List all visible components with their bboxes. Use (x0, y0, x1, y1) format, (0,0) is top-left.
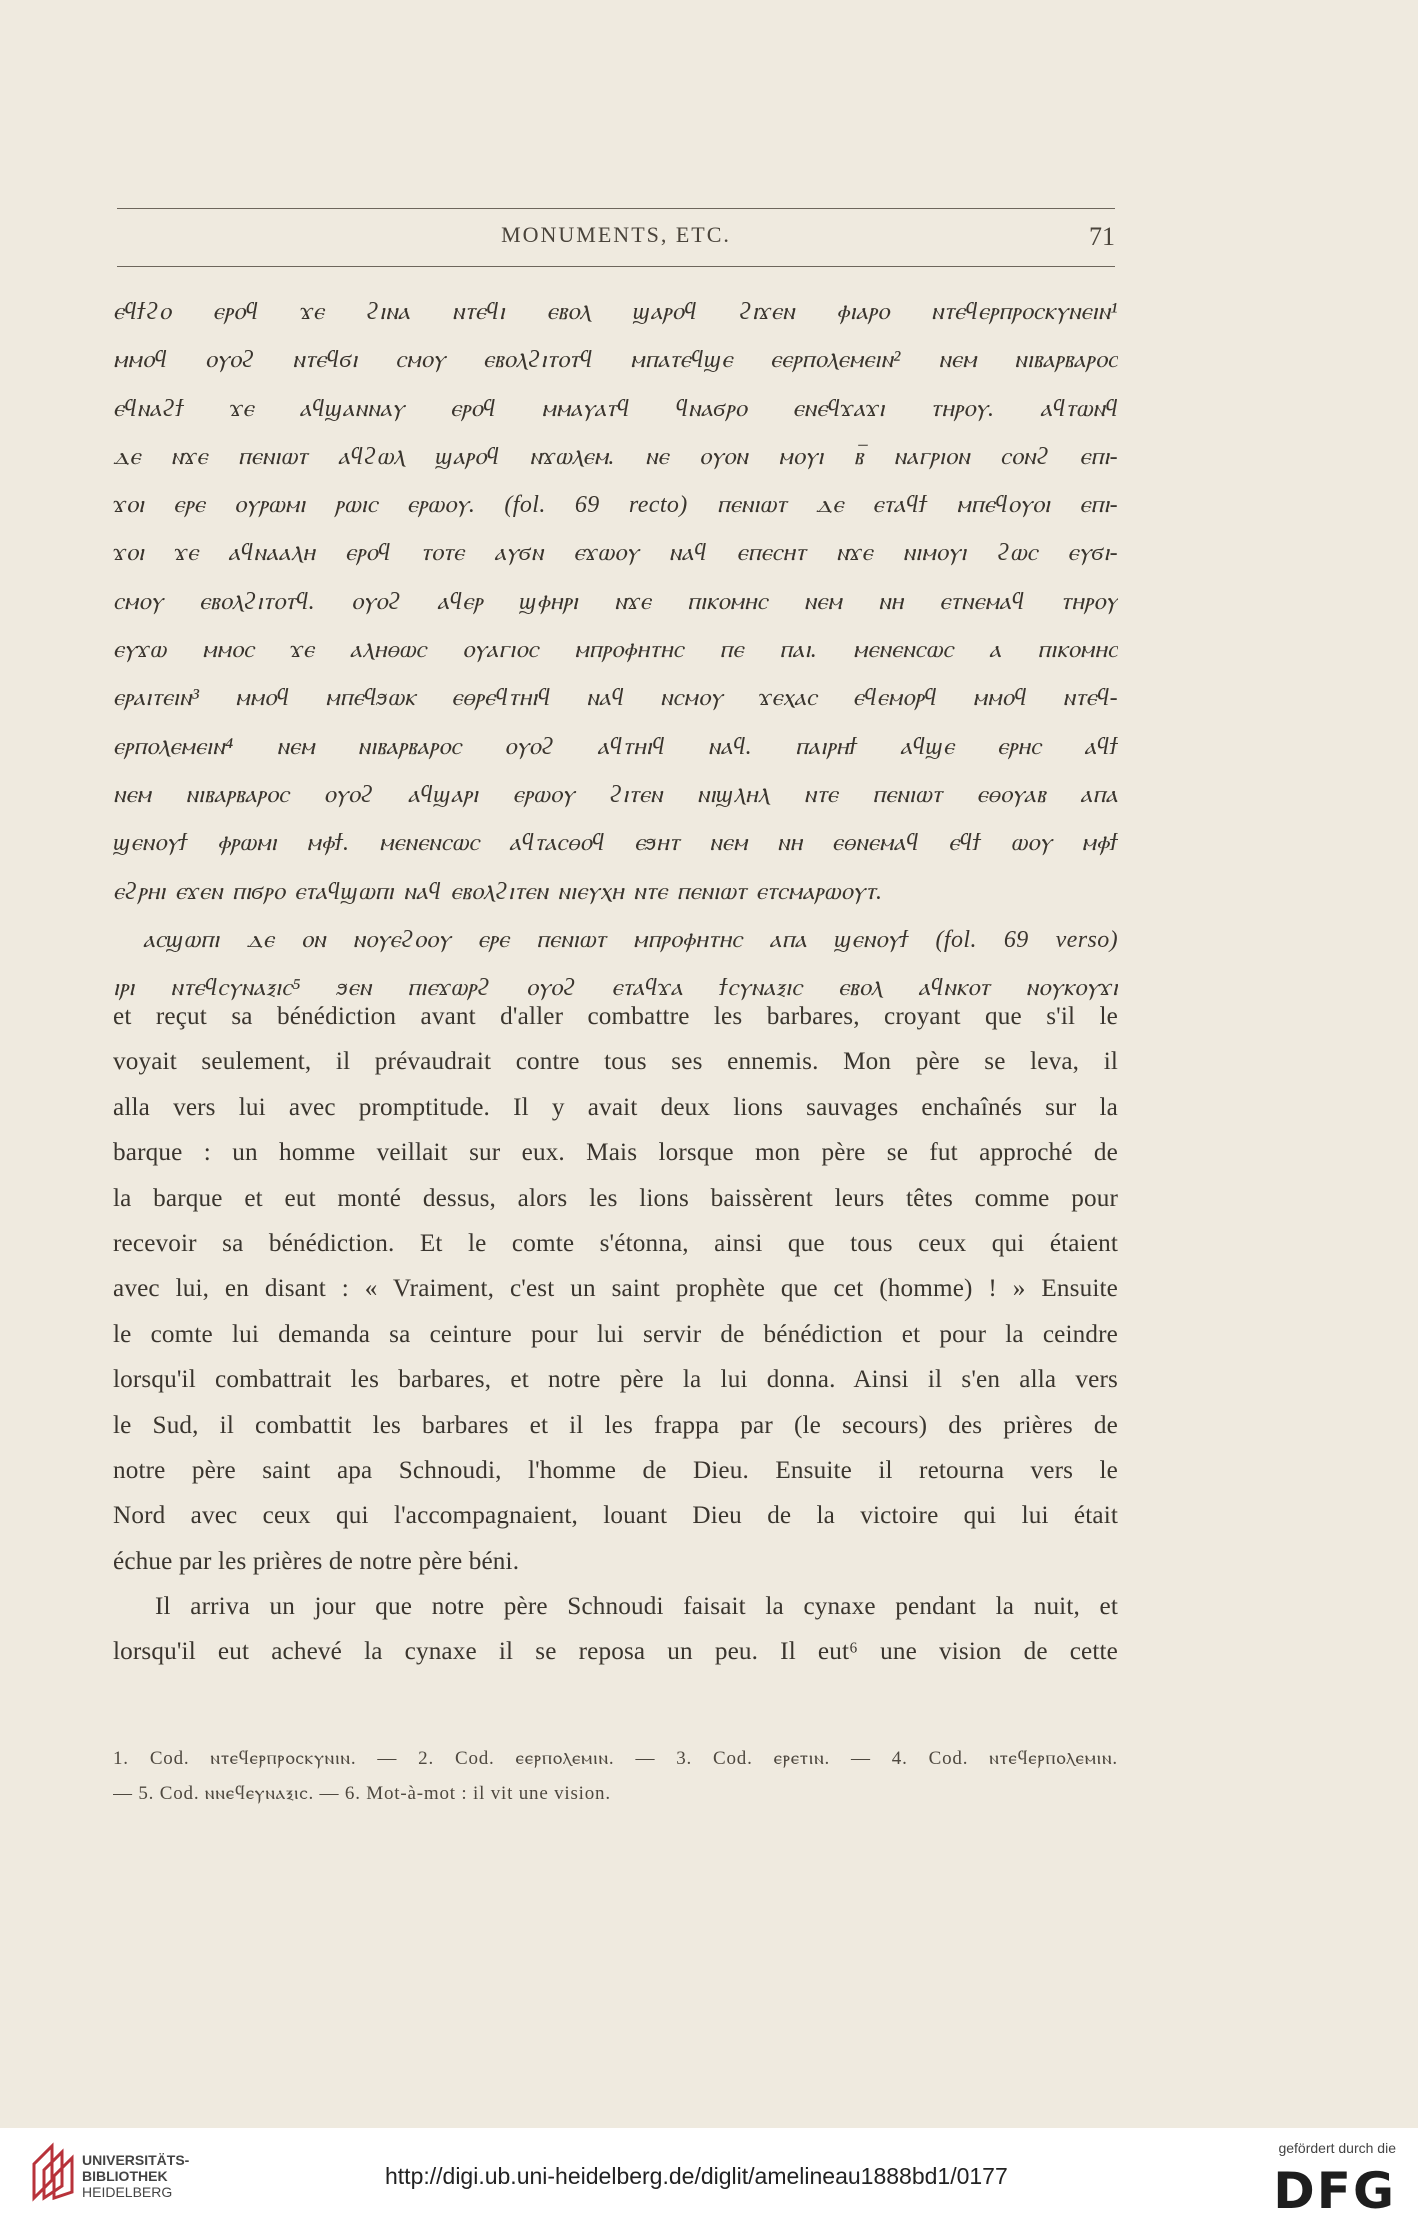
french-line: alla vers lui avec promptitude. Il y avait deux lions sauvages enchaînés sur la (113, 1093, 1118, 1121)
coptic-line: ⲓⲣⲓ ⲛⲧⲉϥⲥⲩⲛⲁⲝⲓⲥ⁵ ϧⲉⲛ ⲡⲓⲉϫⲱⲣϩ ⲟⲩⲟϩ ⲉⲧⲁϥϫⲁ ϯⲥⲩⲛⲁⲝⲓⲥ ⲉⲃⲟⲗ ⲁϥⲛⲕⲟⲧ ⲛⲟⲩⲕⲟⲩϫⲓ (113, 975, 1118, 1002)
french-line: notre père saint apa Schnoudi, l'homme de Dieu. Ensuite il retourna vers le (113, 1456, 1118, 1484)
page-number: 71 (1089, 222, 1115, 251)
french-line: barque : un homme veillait sur eux. Mais lorsque mon père se fut approché de (113, 1139, 1118, 1167)
french-translation-block (113, 994, 1118, 1675)
coptic-line: ⲇⲉ ⲛϫⲉ ⲡⲉⲛⲓⲱⲧ ⲁϥϩⲱⲗ ϣⲁⲣⲟϥ ⲛϫⲱⲗⲉⲙ. ⲛⲉ ⲟⲩⲟⲛ ⲙⲟⲩⲓ ⲃ̅ ⲛⲁⲅⲣⲓⲟⲛ ⲥⲟⲛϩ ⲉⲡⲓ- (113, 443, 1118, 470)
coptic-text-block (113, 288, 1118, 1012)
french-line: le comte lui demanda sa ceinture pour lui servir de bénédiction et pour la ceindre (113, 1320, 1118, 1348)
french-line: et reçut sa bénédiction avant d'aller combattre les barbares, croyant que s'il le (113, 1003, 1118, 1030)
coptic-line: ⲉⲣⲁⲓⲧⲉⲓⲛ³ ⲙⲙⲟϥ ⲙⲡⲉϥϧⲱⲕ ⲉⲑⲣⲉϥⲧⲏⲓϥ ⲛⲁϥ ⲛⲥⲙⲟⲩ ϫⲉⲭⲁⲥ ⲉϥⲉⲙⲟⲣϥ ⲙⲙⲟϥ ⲛⲧⲉϥ- (113, 685, 1118, 712)
library-name-line: UNIVERSITÄTS- (82, 2152, 190, 2168)
coptic-line: ⲉⲩϫⲱ ⲙⲙⲟⲥ ϫⲉ ⲁⲗⲏⲑⲱⲥ ⲟⲩⲁⲅⲓⲟⲥ ⲙⲡⲣⲟⲫⲏⲧⲏⲥ ⲡⲉ ⲡⲁⲓ. ⲙⲉⲛⲉⲛⲥⲱⲥ ⲁ ⲡⲓⲕⲟⲙⲏⲥ (113, 637, 1118, 664)
running-head (117, 222, 1115, 258)
coptic-line: ϫⲟⲓ ⲉⲣⲉ ⲟⲩⲣⲱⲙⲓ ⲣⲱⲓⲥ ⲉⲣⲱⲟⲩ. (fol. 69 recto) ⲡⲉⲛⲓⲱⲧ ⲇⲉ ⲉⲧⲁϥϯ ⲙⲡⲉϥⲟⲩⲟⲓ ⲉⲡⲓ- (113, 492, 1118, 519)
french-line: Il arriva un jour que notre père Schnoudi faisait la cynaxe pendant la nuit, et (155, 1593, 1118, 1621)
university-library-name[interactable] (82, 2152, 189, 2200)
french-line: le Sud, il combattit les barbares et il les frappa par (le secours) des prières de (113, 1411, 1118, 1439)
dfg-logo[interactable]: DFG (1273, 2162, 1396, 2220)
french-line: recevoir sa bénédiction. Et le comte s'étonna, ainsi que tous ceux qui étaient (113, 1229, 1118, 1257)
coptic-line: ⲉϥⲛⲁϩϯ ϫⲉ ⲁϥϣⲁⲛⲛⲁⲩ ⲉⲣⲟϥ ⲙⲙⲁⲩⲁⲧϥ ϥⲛⲁϭⲣⲟ ⲉⲛⲉϥϫⲁϫⲓ ⲧⲏⲣⲟⲩ. ⲁϥⲧⲱⲛϥ (113, 395, 1118, 422)
university-library-logo-icon[interactable] (30, 2142, 76, 2202)
coptic-line: ⲛⲉⲙ ⲛⲓⲃⲁⲣⲃⲁⲣⲟⲥ ⲟⲩⲟϩ ⲁϥϣⲁⲣⲓ ⲉⲣⲱⲟⲩ ϩⲓⲧⲉⲛ ⲛⲓϣⲗⲏⲗ ⲛⲧⲉ ⲡⲉⲛⲓⲱⲧ ⲉⲑⲟⲩⲁⲃ ⲁⲡⲁ (113, 781, 1118, 808)
french-line: la barque et eut monté dessus, alors les lions baissèrent leurs têtes comme pour (113, 1184, 1118, 1212)
coptic-line: ⲉϥϯϩⲟ ⲉⲣⲟϥ ϫⲉ ϩⲓⲛⲁ ⲛⲧⲉϥⲓ ⲉⲃⲟⲗ ϣⲁⲣⲟϥ ϩⲓϫⲉⲛ ⲫⲓⲁⲣⲟ ⲛⲧⲉϥⲉⲣⲡⲣⲟⲥⲕⲩⲛⲉⲓⲛ¹ (113, 299, 1118, 325)
coptic-line: ⲉⲣⲡⲟⲗⲉⲙⲉⲓⲛ⁴ ⲛⲉⲙ ⲛⲓⲃⲁⲣⲃⲁⲣⲟⲥ ⲟⲩⲟϩ ⲁϥⲧⲏⲓϥ ⲛⲁϥ. ⲡⲁⲓⲣⲏϯ ⲁϥϣⲉ ⲉⲣⲏⲥ ⲁϥϯ (113, 733, 1118, 760)
coptic-line: ϣⲉⲛⲟⲩϯ ⲫⲣⲱⲙⲓ ⲙⲫϯ. ⲙⲉⲛⲉⲛⲥⲱⲥ ⲁϥⲧⲁⲥⲑⲟϥ ⲉϧⲏⲧ ⲛⲉⲙ ⲛⲏ ⲉⲑⲛⲉⲙⲁϥ ⲉϥϯ ⲱⲟⲩ ⲙⲫϯ (113, 830, 1118, 857)
footnote-line: — 5. Cod. ⲛⲛⲉϥⲉⲩⲛⲁⲝⲓⲥ. — 6. Mot-à-mot : il vit une vision. (113, 1783, 611, 1804)
french-line: Nord avec ceux qui l'accompagnaient, louant Dieu de la victoire qui lui était (113, 1502, 1118, 1530)
viewer-footer (0, 2128, 1418, 2230)
french-line: lorsqu'il combattrait les barbares, et notre père la lui donna. Ainsi il s'en alla vers (113, 1366, 1118, 1394)
french-line: avec lui, en disant : « Vraiment, c'est un saint prophète que cet (homme) ! » Ensuite (113, 1275, 1118, 1303)
coptic-line: ⲉϩⲣⲏⲓ ⲉϫⲉⲛ ⲡⲓϭⲣⲟ ⲉⲧⲁϥϣⲱⲡⲓ ⲛⲁϥ ⲉⲃⲟⲗϩⲓⲧⲉⲛ ⲛⲓⲉⲩⲭⲏ ⲛⲧⲉ ⲡⲉⲛⲓⲱⲧ ⲉⲧⲥⲙⲁⲣⲱⲟⲩⲧ. (113, 878, 883, 905)
funder-caption: gefördert durch die (1278, 2140, 1396, 2156)
french-line: échue par les prières de notre père béni. (113, 1547, 520, 1575)
permalink-url[interactable]: http://digi.ub.uni-heidelberg.de/diglit/amelineau1888bd1/0177 (385, 2163, 1008, 2189)
header-top-rule (117, 208, 1115, 209)
footnote-line: 1. Cod. ⲛⲧⲉϥⲉⲣⲡⲣⲟⲥⲕⲩⲛⲓⲛ. — 2. Cod. ⲉⲉⲣⲡⲟⲗⲉⲙⲓⲛ. — 3. Cod. ⲉⲣⲉⲧⲓⲛ. — 4. Cod. ⲛⲧⲉϥⲉⲣⲡⲟⲗⲉⲙⲓⲛ. (113, 1748, 1118, 1769)
header-bottom-rule (117, 266, 1115, 267)
coptic-line: ϫⲟⲓ ϫⲉ ⲁϥⲛⲁⲁⲗⲏ ⲉⲣⲟϥ ⲧⲟⲧⲉ ⲁⲩϭⲛ ⲉϫⲱⲟⲩ ⲛⲁϥ ⲉⲡⲉⲥⲏⲧ ⲛϫⲉ ⲛⲓⲙⲟⲩⲓ ϩⲱⲥ ⲉⲩϭⲓ- (113, 540, 1118, 567)
library-name-line: HEIDELBERG (82, 2184, 173, 2200)
coptic-line: ⲙⲙⲟϥ ⲟⲩⲟϩ ⲛⲧⲉϥϭⲓ ⲥⲙⲟⲩ ⲉⲃⲟⲗϩⲓⲧⲟⲧϥ ⲙⲡⲁⲧⲉϥϣⲉ ⲉⲉⲣⲡⲟⲗⲉⲙⲉⲓⲛ² ⲛⲉⲙ ⲛⲓⲃⲁⲣⲃⲁⲣⲟⲥ (113, 347, 1118, 374)
footnotes (113, 1741, 1118, 1811)
running-title: MONUMENTS, ETC. (501, 222, 731, 247)
french-line: voyait seulement, il prévaudrait contre tous ses ennemis. Mon père se leva, il (113, 1048, 1118, 1076)
coptic-line: ⲁⲥϣⲱⲡⲓ ⲇⲉ ⲟⲛ ⲛⲟⲩⲉϩⲟⲟⲩ ⲉⲣⲉ ⲡⲉⲛⲓⲱⲧ ⲙⲡⲣⲟⲫⲏⲧⲏⲥ ⲁⲡⲁ ϣⲉⲛⲟⲩϯ (fol. 69 verso) (143, 926, 1118, 953)
coptic-line: ⲥⲙⲟⲩ ⲉⲃⲟⲗϩⲓⲧⲟⲧϥ. ⲟⲩⲟϩ ⲁϥⲉⲣ ϣⲫⲏⲣⲓ ⲛϫⲉ ⲡⲓⲕⲟⲙⲏⲥ ⲛⲉⲙ ⲛⲏ ⲉⲧⲛⲉⲙⲁϥ ⲧⲏⲣⲟⲩ (113, 588, 1118, 615)
french-line: lorsqu'il eut achevé la cynaxe il se reposa un peu. Il eut⁶ une vision de cette (113, 1638, 1118, 1666)
library-name-line: BIBLIOTHEK (82, 2168, 168, 2184)
